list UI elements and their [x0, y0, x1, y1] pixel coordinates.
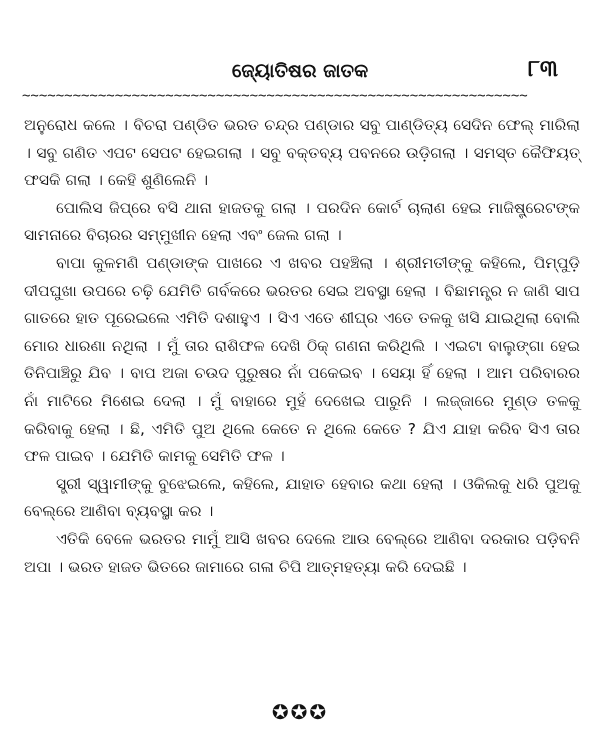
footer-stars-ornament: ✪✪✪: [271, 700, 329, 724]
paragraph-2: ପୋଲିସ ଜିପ୍‌ରେ ବସି ଥାନା ହାଜତକୁ ଗଲା । ପରଦିନ କୋର୍ଟ ଚାଲାଣ ହେଇ ମାଜିଷ୍ଟ୍ରେଟଙ୍କ ସାମନାରେ ବିଚାରର ସମ୍ମୁଖୀନ ହେଲା ଏବଂ ଜେଲ ଗଲା ।: [24, 198, 580, 245]
page-number: ୮୩: [527, 56, 558, 82]
paragraph-4: ସ୍ତ୍ରୀ ସ୍ୱାମୀଙ୍କୁ ବୁଝେଇଲେ, କହିଲେ, ଯାହାତ ହେବାର କଥା ହେଲା । ଓକିଲକୁ ଧରି ପୁଅକୁ ବେଲ୍‌ରେ ଆଣିବା ବ୍ୟବସ୍ଥା କର ।: [24, 474, 580, 521]
paragraph-3: ବାପା କୁଳମଣି ପଣ୍ଡାଙ୍କ ପାଖରେ ଏ ଖବର ପହଞ୍ଚିଲା । ଶ୍ରୀମତୀଙ୍କୁ କହିଲେ, ପିମ୍ପୁଡ଼ି ଦୀପଘୁଖା ଉପରେ ଚଢ଼ି ଯେମିତି ଗର୍ବକରେ ଭରତର ସେଇ ଅବସ୍ଥା ହେଲା । ବିଛାମନ୍ତ୍ର ନ ଜାଣି ସାପ ଗାତରେ ହାତ ପୂରେଇଲେ ଏମିତି ଦଶାହୁଏ । ସିଏ ଏତେ ଶୀଘ୍ର ଏତେ ତଳକୁ ଖସି ଯାଇଥିଲା ବୋଲି ମୋର ଧାରଣା ନଥିଲା । ମୁଁ ତାର ରାଶିଫଳ ଦେଖି ଠିକ୍ ଗଣନା କରିଥିଲି । ଏଇଟା ବାଲୁଙ୍ଗା ହେଇ ତିନିପାଞ୍ଚିରୁ ଯିବ । ବାପ ଅଜା ଚଉଦ ପୁରୁଷର ନାଁ ପକେଇବ । ସେୟା ହିଁ ହେଲା । ଆମ ପରିବାରର ନାଁ ମାଟିରେ ମିଶେଇ ଦେଲା । ମୁଁ ବାହାରେ ମୁହଁ ଦେଖେଇ ପାରୁନି । ଲଜ୍ଜାରେ ମୁଣ୍ଡ ତଳକୁ କରିବାକୁ ହେଲା । ଛି, ଏମିତି ପୁଅ ଥିଲେ କେତେ ନ ଥିଲେ କେତେ ? ଯିଏ ଯାହା କରିବ ସିଏ ତାର ଫଳ ପାଇବ । ଯେମିତି କାମକୁ ସେମିତି ଫଳ ।: [24, 253, 580, 466]
running-header-title: ଜ୍ୟୋତିଷର ଜାତକ: [231, 60, 369, 82]
paragraph-5: ଏତିକି ବେଳେ ଭରତର ମାମୁଁ ଆସି ଖବର ଦେଲେ ଆଉ ବେଲ୍‌ରେ ଆଣିବା ଦରକାର ପଡ଼ିବନି ଅପା । ଭରତ ହାଜତ ଭିତରେ ଜାମାରେ ଗଳା ଚିପି ଆତ୍ମହତ୍ୟା କରି ଦେଇଛି ।: [24, 529, 580, 576]
body-text: [24, 112, 580, 581]
header-divider: ~~~~~~~~~~~~~~~~~~~~~~~~~~~~~~~~~~~~~~~~~~~~~~~~~~~~~~~~~~~~: [22, 88, 528, 104]
paragraph-1: ଅନୁରୋଧ କଲେ । ବିଚରା ପଣ୍ଡିତ ଭରତ ଚନ୍ଦ୍ର ପଣ୍ଡାର ସବୁ ପାଣ୍ଡିତ୍ୟ ସେଦିନ ଫେଲ୍ ମାରିଲା । ସବୁ ଗଣିତ ଏପଟ ସେପଟ ହେଇଗଲା । ସବୁ ବକ୍ତବ୍ୟ ପବନରେ ଉଡ଼ିଗଲା । ସମସ୍ତ କୈଫିୟତ୍ ଫସକି ଗଲା । କେହି ଶୁଣିଲେନି ।: [24, 116, 580, 190]
